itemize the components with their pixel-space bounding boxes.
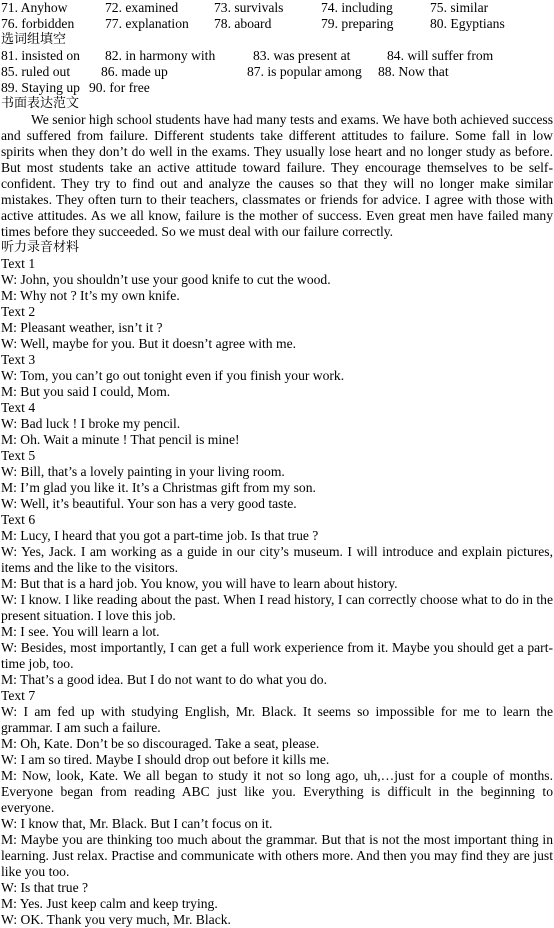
answer-row-71-75	[1, 0, 553, 16]
dialogue-line: W: Bill, that’s a lovely painting in your living room.	[1, 464, 285, 479]
dialogue-line: W: OK. Thank you very much, Mr. Black.	[1, 912, 231, 927]
answer-row-76-80	[1, 16, 553, 32]
dialogue-line: W: Well, maybe for you. But it doesn’t agree with me.	[1, 336, 297, 351]
dialogue-line: W: Bad luck ! I broke my pencil.	[1, 416, 181, 431]
dialogue-line: M: Maybe you are thinking too much about the grammar. But that is not the most important thing in learning. Just relax. Practise and communicate with others more. And then you may find they are just like you too.	[1, 832, 553, 879]
text-label: Text 1	[1, 256, 36, 271]
dialogue-line: M: But you said I could, Mom.	[1, 384, 171, 399]
cloze-item: 88. Now that	[378, 64, 449, 79]
text-label: Text 6	[1, 512, 36, 527]
dialogue-line: W: I know that, Mr. Black. But I can’t focus on it.	[1, 816, 273, 831]
cloze-item: 87. is popular among	[247, 64, 362, 79]
model-essay: We senior high school students have had many tests and exams. We have both achieved success and suffered from failure. Different students take different attitudes to failure. Some fall in low spirits when they don’t do well in the exams. They usually lose heart and no longer study as before. But most students take an active attitude toward failure. They encourage themselves to be self-confident. They try to find out and analyze the causes so that they will no longer make similar mistakes. They often turn to their teachers, classmates or friends for advice. I agree with those with active attitudes. As we all know, failure is the mother of success. Even great men have failed many times before they succeeded. So we must deal with our failure correctly.	[1, 112, 553, 239]
cloze-item: 82. in harmony with	[105, 48, 216, 63]
cloze-row-81-84	[1, 48, 553, 64]
cloze-item: 85. ruled out	[1, 64, 71, 79]
dialogue-line: M: Oh. Wait a minute ! That pencil is mine!	[1, 432, 240, 447]
dialogue-line: M: That’s a good idea. But I do not want to do what you do.	[1, 672, 327, 687]
answer-item: 77. explanation	[105, 16, 189, 31]
dialogue-line: W: John, you shouldn’t use your good knife to cut the wood.	[1, 272, 331, 287]
dialogue-line: W: Yes, Jack. I am working as a guide in our city’s museum. I will introduce and explain pictures, items and the like to the visitors.	[1, 544, 553, 575]
cloze-item: 81. insisted on	[1, 48, 80, 63]
dialogue-line: W: I know. I like reading about the past. When I read history, I can correctly choose what to do in the present situation. I love this job.	[1, 592, 553, 623]
dialogue-line: W: Besides, most importantly, I can get a full work experience from it. Maybe you should get a part-time job, too.	[1, 640, 553, 671]
answer-item: 79. preparing	[321, 16, 394, 31]
dialogue-line: M: Pleasant weather, isn’t it ?	[1, 320, 163, 335]
answer-item: 71. Anyhow	[1, 0, 68, 15]
dialogue-line: M: Lucy, I heard that you got a part-time job. Is that true ?	[1, 528, 319, 543]
dialogue-line: M: I see. You will learn a lot.	[1, 624, 160, 639]
text-label: Text 5	[1, 448, 36, 463]
dialogue-line: M: Now, look, Kate. We all began to study it not so long ago, uh,…just for a couple of months. Everyone began from reading ABC just like you. Everything is difficult in the beginning to everyone.	[1, 768, 553, 815]
section-title-essay: 书面表达范文	[1, 96, 80, 111]
cloze-item: 89. Staying up	[1, 80, 80, 95]
dialogue-line: M: But that is a hard job. You know, you will have to learn about history.	[1, 576, 398, 591]
section-title-cloze: 选词组填空	[1, 32, 67, 47]
answer-item: 75. similar	[430, 0, 489, 15]
dialogue-line: W: Tom, you can’t go out tonight even if you finish your work.	[1, 368, 345, 383]
dialogue-line: W: Is that true ?	[1, 880, 89, 895]
cloze-item: 83. was present at	[253, 48, 351, 63]
dialogue-line: M: I’m glad you like it. It’s a Christmas gift from my son.	[1, 480, 316, 495]
answer-item: 74. including	[321, 0, 393, 15]
answer-item: 80. Egyptians	[430, 16, 505, 31]
dialogue-line: M: Yes. Just keep calm and keep trying.	[1, 896, 218, 911]
text-label: Text 2	[1, 304, 36, 319]
cloze-row-89-90	[1, 80, 553, 96]
dialogue-line: W: I am so tired. Maybe I should drop out before it kills me.	[1, 752, 330, 767]
dialogue-line: W: Well, it’s beautiful. Your son has a very good taste.	[1, 496, 297, 511]
section-title-listening: 听力录音材料	[1, 240, 80, 255]
text-label: Text 7	[1, 688, 36, 703]
answer-item: 72. examined	[105, 0, 179, 15]
cloze-item: 86. made up	[101, 64, 168, 79]
dialogue-line: M: Oh, Kate. Don’t be so discouraged. Take a seat, please.	[1, 736, 320, 751]
text-label: Text 3	[1, 352, 36, 367]
answer-item: 73. survivals	[214, 0, 284, 15]
text-label: Text 4	[1, 400, 36, 415]
answer-item: 76. forbidden	[1, 16, 75, 31]
dialogue-line: M: Why not ? It’s my own knife.	[1, 288, 180, 303]
cloze-row-85-88	[1, 64, 553, 80]
answer-item: 78. aboard	[214, 16, 272, 31]
cloze-item: 90. for free	[89, 80, 150, 95]
dialogue-line: W: I am fed up with studying English, Mr. Black. It seems so impossible for me to learn the grammar. I am such a failure.	[1, 704, 553, 735]
cloze-item: 84. will suffer from	[387, 48, 494, 63]
